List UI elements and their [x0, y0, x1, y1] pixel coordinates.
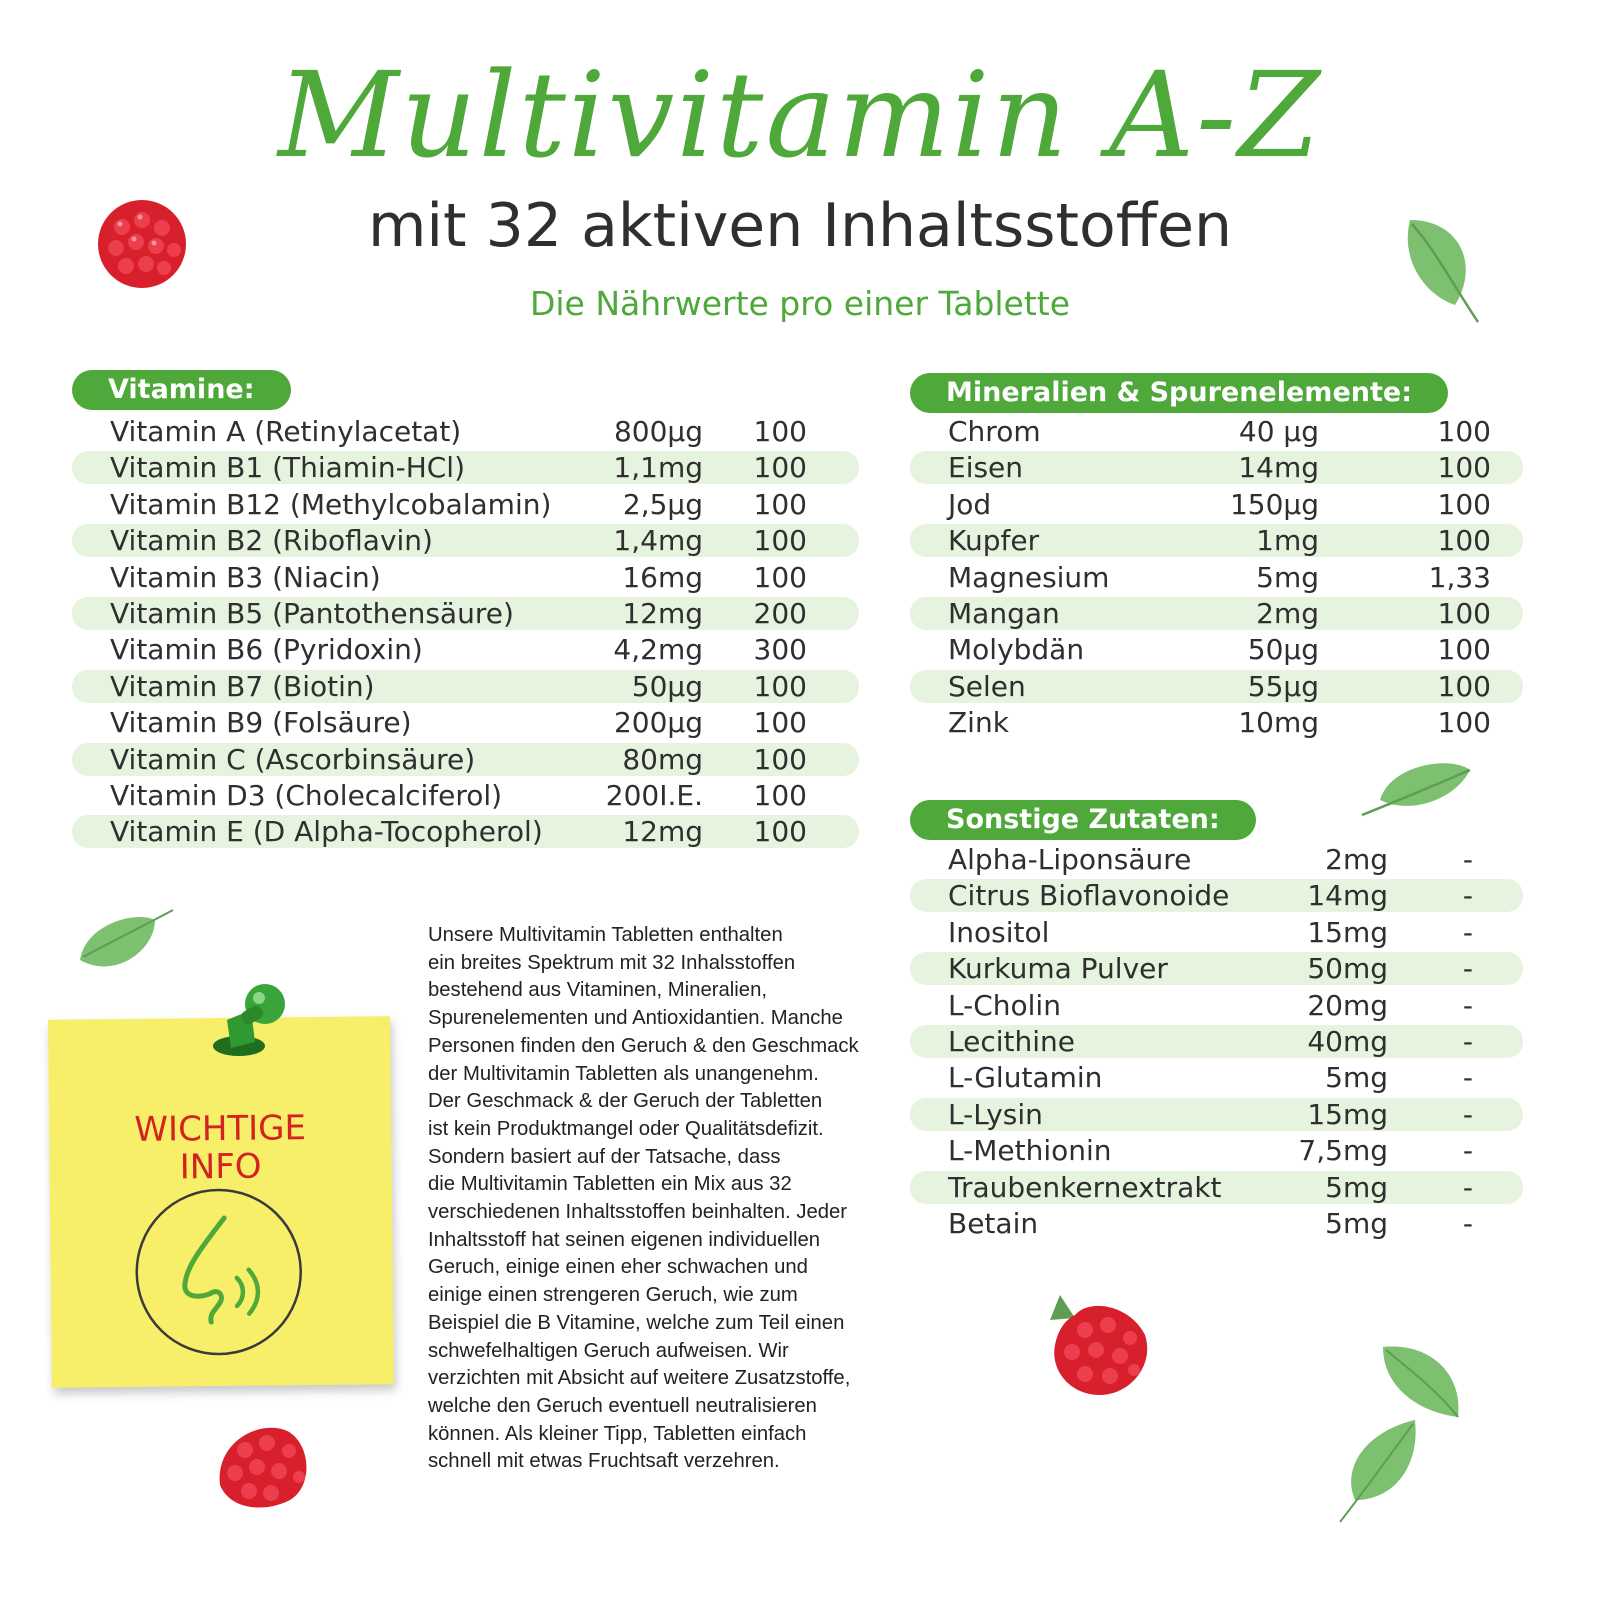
ingredient-percent: 100 — [753, 815, 807, 849]
ingredient-amount: 5mg — [1325, 1170, 1388, 1204]
ingredient-amount: 16mg — [622, 560, 703, 594]
ingredient-name: Jod — [948, 487, 992, 521]
ingredient-percent: 300 — [753, 633, 807, 667]
ingredient-percent: 100 — [753, 778, 807, 812]
info-line: einige einen strengeren Geruch, wie zum — [428, 1284, 798, 1307]
info-line: Sondern basiert auf der Tatsache, dass — [428, 1145, 781, 1168]
table-row — [72, 779, 859, 812]
table-row — [72, 815, 859, 848]
info-line: Inhaltsstoff hat seinen eigenen individuellen — [428, 1228, 821, 1251]
table-row — [72, 597, 859, 630]
ingredient-amount: 12mg — [622, 815, 703, 849]
info-line: der Multivitamin Tabletten als unangenehm. — [428, 1062, 819, 1085]
ingredient-amount: 1,4mg — [613, 524, 703, 558]
ingredient-percent: 100 — [1437, 706, 1491, 740]
table-row — [910, 1171, 1523, 1204]
table-row — [910, 670, 1523, 703]
ingredient-amount: 1mg — [1256, 524, 1319, 558]
ingredient-amount: 15mg — [1307, 915, 1388, 949]
ingredient-amount: 4,2mg — [613, 633, 703, 667]
ingredient-percent: 100 — [753, 706, 807, 740]
ingredient-name: Vitamin B12 (Methylcobalamin) — [110, 487, 552, 521]
info-line: ein breites Spektrum mit 32 Inhalsstoffen — [428, 951, 796, 974]
table-row — [910, 415, 1523, 448]
ingredient-percent: - — [1462, 1134, 1473, 1168]
ingredient-percent: 100 — [1437, 451, 1491, 485]
ingredient-name: Chrom — [948, 415, 1041, 448]
leaf-icon — [1335, 1420, 1420, 1525]
ingredient-name: Vitamin B3 (Niacin) — [110, 560, 381, 594]
ingredient-percent: 100 — [753, 524, 807, 558]
info-line: Beispiel die B Vitamine, welche zum Teil einen — [428, 1311, 845, 1334]
ingredient-amount: 7,5mg — [1298, 1134, 1388, 1168]
ingredient-percent: 100 — [1437, 524, 1491, 558]
ingredient-amount: 5mg — [1256, 560, 1319, 594]
table-row — [72, 706, 859, 739]
ingredient-name: Eisen — [948, 451, 1024, 485]
ingredient-name: Vitamin B5 (Pantothensäure) — [110, 596, 514, 630]
table-row — [910, 989, 1523, 1022]
table-row — [72, 451, 859, 484]
raspberry-icon — [205, 1415, 315, 1510]
ingredient-amount: 200µg — [613, 706, 703, 740]
ingredient-name: L-Cholin — [948, 988, 1061, 1022]
ingredient-name: Vitamin B6 (Pyridoxin) — [110, 633, 423, 667]
info-line: Spurenelementen und Antioxidantien. Manche — [428, 1007, 843, 1030]
ingredient-name: Zink — [948, 706, 1009, 740]
table-row — [910, 1207, 1523, 1240]
info-line: Der Geschmack & der Geruch der Tabletten — [428, 1090, 823, 1113]
ingredient-name: Vitamin B1 (Thiamin-HCl) — [110, 451, 466, 485]
ingredient-name: Vitamin B2 (Riboflavin) — [110, 524, 433, 558]
ingredient-percent: 100 — [753, 560, 807, 594]
ingredient-name: L-Lysin — [948, 1097, 1043, 1131]
table-row — [72, 524, 859, 557]
minerals-header: Mineralien & Spurenelemente: — [910, 373, 1448, 413]
ingredient-amount: 50µg — [631, 669, 703, 703]
info-line: Unsere Multivitamin Tabletten enthalten — [428, 924, 783, 946]
info-line: bestehend aus Vitaminen, Mineralien, — [428, 979, 767, 1002]
info-line: schnell mit etwas Fruchtsaft verzehren. — [428, 1450, 780, 1473]
raspberry-icon — [1030, 1290, 1155, 1400]
ingredient-percent: 100 — [753, 742, 807, 776]
ingredient-percent: - — [1462, 1170, 1473, 1204]
ingredient-amount: 80mg — [622, 742, 703, 776]
important-info-title: WICHTIGE INFO — [134, 1108, 307, 1188]
table-row — [910, 451, 1523, 484]
ingredient-percent: - — [1462, 915, 1473, 949]
table-row — [910, 597, 1523, 630]
ingredient-name: Vitamin D3 (Cholecalciferol) — [110, 778, 503, 812]
table-row — [910, 1061, 1523, 1094]
info-line: verschiedenen Inhaltsstoffen beinhalten. Jeder — [428, 1201, 848, 1224]
ingredient-percent: 100 — [1437, 669, 1491, 703]
ingredient-amount: 200I.E. — [605, 778, 703, 812]
table-row — [910, 561, 1523, 594]
ingredient-amount: 50mg — [1307, 952, 1388, 986]
ingredient-name: Traubenkernextrakt — [948, 1170, 1222, 1204]
table-row — [72, 743, 859, 776]
ingredient-percent: - — [1462, 843, 1473, 876]
ingredient-amount: 50µg — [1247, 633, 1319, 667]
ingredient-name: Magnesium — [948, 560, 1110, 594]
table-row — [910, 524, 1523, 557]
table-row — [72, 561, 859, 594]
important-info-note — [48, 1016, 394, 1388]
ingredient-percent: - — [1462, 988, 1473, 1022]
ingredient-name: Betain — [948, 1206, 1039, 1240]
minerals-table — [910, 415, 1523, 743]
table-row — [910, 488, 1523, 521]
ingredient-amount: 800µg — [613, 415, 703, 448]
table-row — [910, 952, 1523, 985]
ingredient-amount: 2,5µg — [622, 487, 703, 521]
ingredient-amount: 20mg — [1307, 988, 1388, 1022]
table-row — [910, 1098, 1523, 1131]
ingredient-amount: 15mg — [1307, 1097, 1388, 1131]
ingredient-name: Molybdän — [948, 633, 1085, 667]
ingredient-amount: 150µg — [1229, 487, 1319, 521]
ingredient-name: Kupfer — [948, 524, 1040, 558]
ingredient-amount: 40 µg — [1238, 415, 1319, 448]
ingredient-name: Citrus Bioflavonoide — [948, 879, 1230, 913]
ingredient-name: Vitamin B9 (Folsäure) — [110, 706, 412, 740]
ingredient-percent: - — [1462, 952, 1473, 986]
table-row — [72, 488, 859, 521]
ingredient-percent: 1,33 — [1428, 560, 1491, 594]
ingredient-amount: 14mg — [1238, 451, 1319, 485]
ingredient-percent: - — [1462, 879, 1473, 913]
ingredient-amount: 5mg — [1325, 1061, 1388, 1095]
table-row — [910, 916, 1523, 949]
ingredient-amount: 14mg — [1307, 879, 1388, 913]
table-row — [910, 843, 1523, 876]
other-ingredients-table — [910, 843, 1523, 1243]
nose-smell-icon — [132, 1185, 306, 1359]
table-row — [72, 670, 859, 703]
ingredient-amount: 5mg — [1325, 1206, 1388, 1240]
ingredient-percent: 100 — [1437, 415, 1491, 448]
leaf-icon — [1378, 1342, 1468, 1422]
ingredient-percent: - — [1462, 1206, 1473, 1240]
ingredient-name: Inositol — [948, 915, 1050, 949]
ingredient-name: Alpha-Liponsäure — [948, 843, 1192, 876]
info-line: Personen finden den Geruch & den Geschmack — [428, 1034, 859, 1057]
table-row — [910, 879, 1523, 912]
ingredient-name: L-Methionin — [948, 1134, 1112, 1168]
info-paragraph — [428, 922, 898, 1476]
info-line: ist kein Produktmangel oder Qualitätsdefizit. — [428, 1117, 824, 1140]
ingredient-percent: 100 — [1437, 633, 1491, 667]
nutrition-tagline: Die Nährwerte pro einer Tablette — [529, 284, 1071, 323]
ingredient-name: Vitamin C (Ascorbinsäure) — [110, 742, 476, 776]
ingredient-amount: 40mg — [1307, 1024, 1388, 1058]
info-line: können. Als kleiner Tipp, Tabletten einfach — [428, 1422, 807, 1445]
ingredient-amount: 1,1mg — [613, 451, 703, 485]
table-row — [910, 706, 1523, 739]
info-line: schwefelhaltigen Geruch aufweisen. Wir — [428, 1339, 789, 1362]
leaf-icon — [1400, 210, 1490, 330]
ingredient-name: L-Glutamin — [948, 1061, 1103, 1095]
ingredient-percent: 100 — [753, 415, 807, 448]
page-title: Multivitamin A-Z — [277, 46, 1323, 184]
ingredient-name: Kurkuma Pulver — [948, 952, 1168, 986]
ingredient-amount: 10mg — [1238, 706, 1319, 740]
ingredient-name: Vitamin B7 (Biotin) — [110, 669, 375, 703]
leaf-icon — [75, 905, 175, 980]
ingredient-percent: 200 — [753, 596, 807, 630]
ingredient-percent: 100 — [753, 487, 807, 521]
ingredient-name: Vitamin E (D Alpha-Tocopherol) — [110, 815, 543, 849]
ingredient-amount: 12mg — [622, 596, 703, 630]
ingredient-percent: - — [1462, 1097, 1473, 1131]
table-row — [72, 415, 859, 448]
ingredient-name: Lecithine — [948, 1024, 1075, 1058]
ingredient-amount: 2mg — [1325, 843, 1388, 876]
ingredient-percent: - — [1462, 1024, 1473, 1058]
info-line: welche den Geruch eventuell neutralisieren — [428, 1394, 817, 1417]
vitamins-table — [72, 415, 859, 852]
vitamins-header: Vitamine: — [72, 370, 291, 410]
page-subtitle: mit 32 aktiven Inhaltsstoffen — [367, 191, 1233, 261]
other-ingredients-header: Sonstige Zutaten: — [910, 800, 1256, 840]
ingredient-percent: 100 — [753, 451, 807, 485]
info-line: die Multivitamin Tabletten ein Mix aus 32 — [428, 1173, 792, 1196]
table-row — [910, 1134, 1523, 1167]
raspberry-icon — [92, 192, 192, 292]
ingredient-name: Selen — [948, 669, 1026, 703]
info-line: Geruch, einige einen eher schwachen und — [428, 1256, 808, 1279]
ingredient-amount: 55µg — [1247, 669, 1319, 703]
info-line: verzichten mit Absicht auf weitere Zusatzstoffe, — [428, 1367, 851, 1390]
ingredient-amount: 2mg — [1256, 596, 1319, 630]
ingredient-name: Mangan — [948, 596, 1060, 630]
ingredient-name: Vitamin A (Retinylacetat) — [110, 415, 462, 448]
ingredient-percent: 100 — [753, 669, 807, 703]
ingredient-percent: 100 — [1437, 596, 1491, 630]
table-row — [910, 1025, 1523, 1058]
table-row — [72, 633, 859, 666]
leaf-icon — [1360, 755, 1475, 820]
ingredient-percent: - — [1462, 1061, 1473, 1095]
pushpin-icon — [205, 980, 295, 1060]
table-row — [910, 633, 1523, 666]
ingredient-percent: 100 — [1437, 487, 1491, 521]
